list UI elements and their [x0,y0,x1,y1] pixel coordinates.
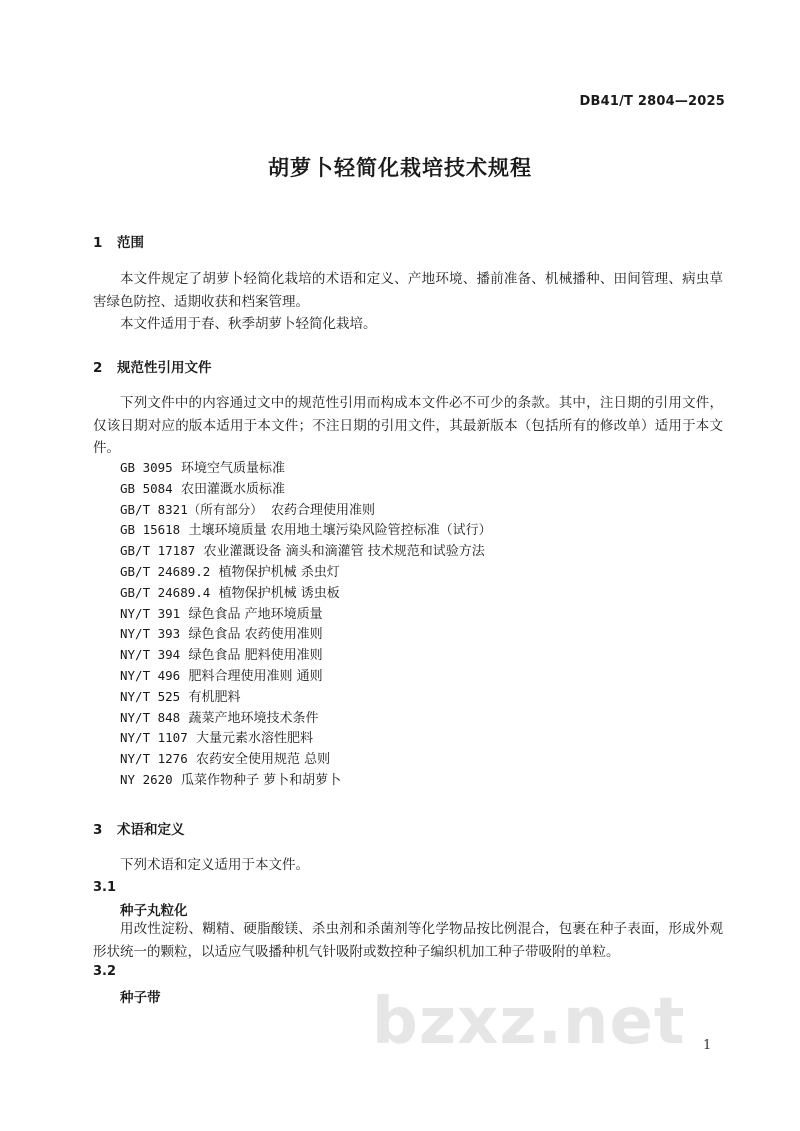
section-title: 规范性引用文件 [117,360,212,376]
scope-paragraph-1: 本文件规定了胡萝卜轻简化栽培的术语和定义、产地环境、播前准备、机械播种、田间管理、病虫草害绿色防控、适期收获和档案管理。 [93,271,723,310]
document-code: DB41/T 2804—2025 [579,94,725,109]
reference-item [120,500,492,521]
reference-code: GB 5084 [120,480,173,496]
reference-item [120,728,492,749]
term-number: 3.1 [93,880,117,895]
term-definition: 用改性淀粉、糊精、硬脂酸镁、杀虫剂和杀菌剂等化学物品按比例混合，包裹在种子表面，形成外观形状统一的颗粒，以适应气吸播种机气针吸附或数控种子编织机加工种子带吸附的单粒。 [93,921,723,960]
reference-item [120,708,492,729]
reference-item [120,583,492,604]
document-title: 胡萝卜轻简化栽培技术规程 [268,156,532,180]
section-title: 术语和定义 [117,822,185,838]
reference-item [120,624,492,645]
section-heading-scope [93,231,144,251]
reference-title: 环境空气质量标准 [180,461,285,476]
reference-code: NY/T 1107 [120,730,188,746]
reference-title: 肥料合理使用准则 通则 [188,668,323,684]
reference-title: 农田灌溉水质标准 [180,481,285,497]
reference-item [120,666,492,687]
reference-code: NY/T 394 [120,647,181,663]
section-number: 3 [93,822,103,838]
terms-intro: 下列术语和定义适用于本文件。 [120,857,309,873]
reference-title: 农药安全使用规范 总则 [196,752,331,768]
section-heading-normative [93,356,212,376]
reference-code: NY/T 1276 [120,751,188,767]
reference-code: NY/T 525 [120,688,181,704]
section-number: 1 [93,235,103,251]
reference-title: 农业灌溉设备 滴头和滴灌管 技术规范和试验方法 [203,544,485,560]
reference-title: 绿色食品 肥料使用准则 [188,648,323,664]
term-number: 3.2 [93,964,117,979]
reference-code: GB/T 8321（所有部分） [120,501,263,517]
page-number: 1 [703,1038,712,1053]
reference-item [120,479,492,500]
reference-title: 瓜菜作物种子 萝卜和胡萝卜 [180,772,342,788]
reference-title: 植物保护机械 诱虫板 [218,585,340,601]
reference-code: GB/T 24689.2 [120,563,211,579]
watermark: bzxz.net [372,985,686,1059]
reference-item [120,687,492,708]
reference-code: NY/T 496 [120,667,181,683]
reference-item [120,604,492,625]
reference-item [120,520,492,541]
reference-title: 土壤环境质量 农用地土壤污染风险管控标准（试行） [188,523,492,539]
section-title: 范围 [117,235,144,251]
reference-title: 有机肥料 [188,689,241,705]
reference-item [120,541,492,562]
section-heading-terms [93,818,185,838]
term-name: 种子带 [120,990,161,1006]
normative-intro: 下列文件中的内容通过文中的规范性引用而构成本文件必不可少的条款。其中，注日期的引用文件，仅该日期对应的版本适用于本文件；不注日期的引用文件，其最新版本（包括所有的修改单）适用于本文件。 [93,395,723,456]
reference-code: NY 2620 [120,771,173,787]
reference-code: GB 3095 [120,460,173,475]
reference-title: 蔬菜产地环境技术条件 [188,710,319,726]
term-name: 种子丸粒化 [120,903,188,919]
reference-code: GB/T 17187 [120,543,196,559]
reference-code: GB/T 24689.4 [120,584,211,600]
reference-item [120,562,492,583]
reference-code: NY/T 391 [120,605,181,621]
reference-code: GB 15618 [120,522,181,538]
section-number: 2 [93,360,103,376]
reference-list [120,458,492,791]
reference-item [120,749,492,770]
reference-code: NY/T 848 [120,709,181,725]
reference-title: 大量元素水溶性肥料 [196,731,314,747]
reference-item [120,645,492,666]
reference-item [120,770,492,791]
reference-title: 绿色食品 农药使用准则 [188,627,323,643]
reference-title: 绿色食品 产地环境质量 [188,606,323,622]
reference-title: 植物保护机械 杀虫灯 [218,564,340,580]
reference-item [120,458,492,479]
reference-code: NY/T 393 [120,626,181,642]
scope-paragraph-2: 本文件适用于春、秋季胡萝卜轻简化栽培。 [120,316,377,332]
reference-title: 农药合理使用准则 [271,502,376,518]
